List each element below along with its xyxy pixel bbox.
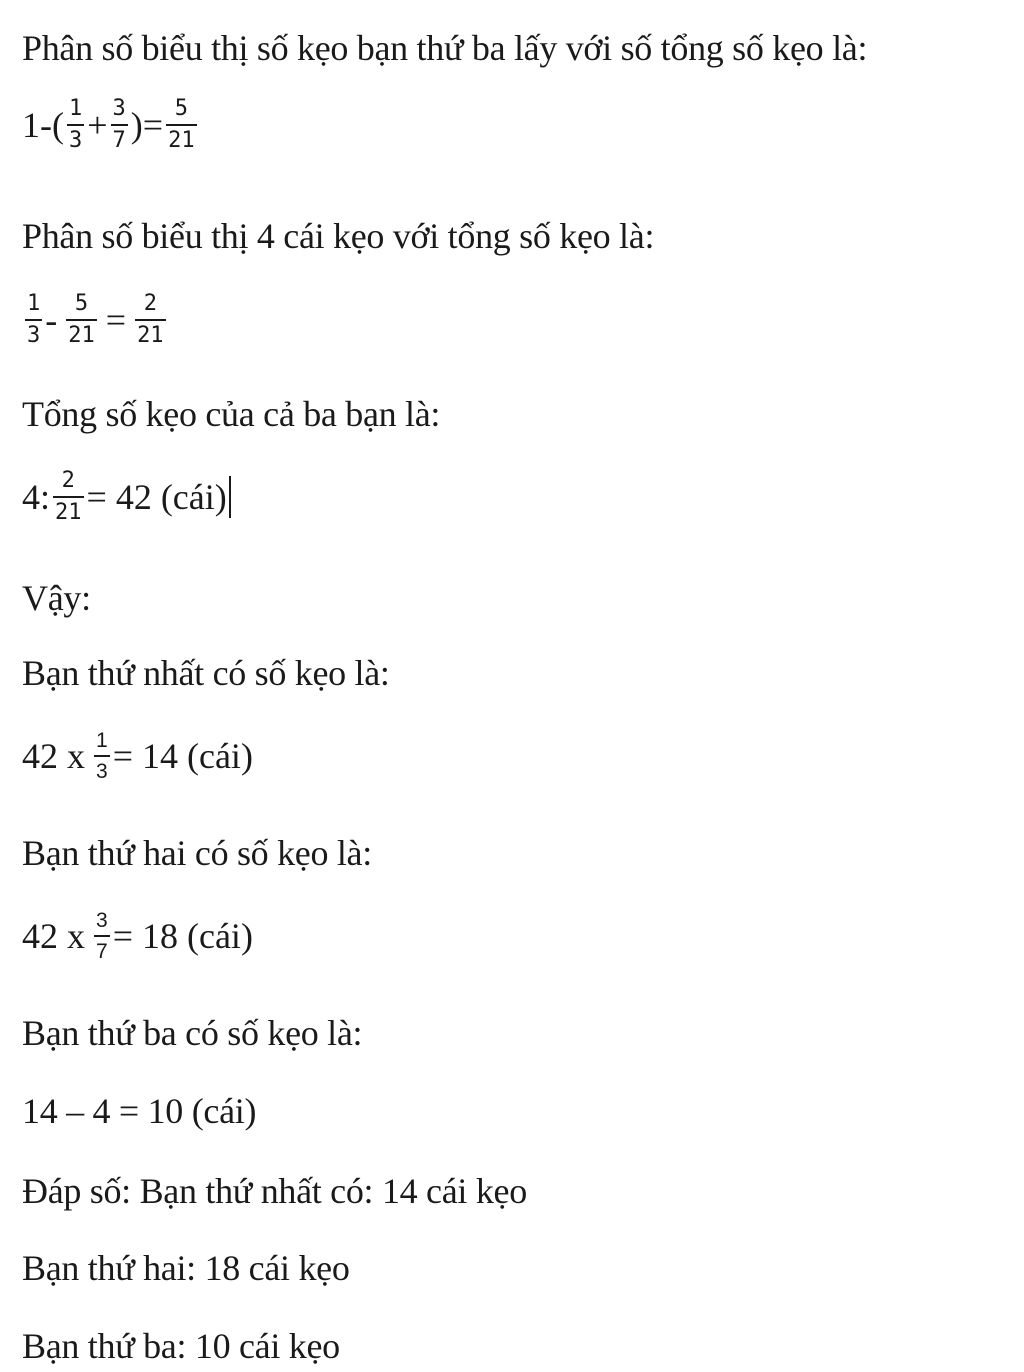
- eq1-result-numerator: 5: [174, 96, 188, 121]
- eq1-f2-denominator: 7: [112, 128, 126, 153]
- eq5-lead: 42 x: [22, 916, 85, 956]
- eq1-close: )=: [130, 105, 164, 145]
- eq2-f2-denominator: 21: [68, 323, 95, 348]
- text-line-conclusion: Vậy:: [22, 578, 91, 618]
- eq5-rest: = 18 (cái): [112, 916, 253, 956]
- eq4-denominator: 3: [96, 760, 108, 783]
- eq4-lead: 42 x: [22, 736, 85, 776]
- eq2-result-fraction: [135, 293, 166, 347]
- eq1-result-fraction: [166, 98, 197, 152]
- text-line-fraction-third-friend: Phân số biểu thị số kẹo bạn thứ ba lấy với số tổng số kẹo là:: [22, 28, 868, 68]
- eq2-result-numerator: 2: [143, 291, 157, 316]
- eq4-rest: = 14 (cái): [112, 736, 253, 776]
- eq3-fraction: [53, 470, 84, 524]
- eq2-fraction-2: [66, 293, 97, 347]
- eq3-rest: = 42 (cái): [86, 477, 227, 517]
- text-line-answer-third: Bạn thứ ba: 10 cái kẹo: [22, 1326, 340, 1366]
- eq1-fraction-2: [111, 98, 128, 152]
- equation-second-friend: [22, 910, 253, 962]
- eq4-numerator: 1: [96, 729, 108, 752]
- equation-third-friend: 14 – 4 = 10 (cái): [22, 1091, 257, 1131]
- text-line-answer-first: Đáp số: Bạn thứ nhất có: 14 cái kẹo: [22, 1171, 527, 1211]
- eq2-f1-numerator: 1: [27, 291, 41, 316]
- eq1-fraction-1: [67, 98, 84, 152]
- equation-third-friend-fraction: [22, 98, 200, 152]
- eq2-minus: -: [45, 300, 58, 340]
- text-line-third-friend-label: Bạn thứ ba có số kẹo là:: [22, 1013, 363, 1053]
- eq1-plus: +: [87, 105, 108, 145]
- eq5-fraction: [94, 910, 110, 962]
- text-line-second-friend-label: Bạn thứ hai có số kẹo là:: [22, 833, 372, 873]
- eq3-denominator: 21: [55, 500, 82, 525]
- eq5-numerator: 3: [96, 909, 108, 932]
- eq2-f1-denominator: 3: [27, 323, 41, 348]
- eq3-numerator: 2: [61, 468, 75, 493]
- eq1-result-denominator: 21: [168, 128, 195, 153]
- text-line-answer-second: Bạn thứ hai: 18 cái kẹo: [22, 1248, 350, 1288]
- eq1-lead: 1-(: [22, 105, 64, 145]
- eq4-fraction: [94, 730, 110, 782]
- text-cursor: [229, 476, 231, 518]
- eq5-denominator: 7: [96, 940, 108, 963]
- eq2-f2-numerator: 5: [74, 291, 89, 316]
- text-line-first-friend-label: Bạn thứ nhất có số kẹo là:: [22, 653, 390, 693]
- text-line-total-candies: Tổng số kẹo của cả ba bạn là:: [22, 394, 441, 434]
- eq2-result-denominator: 21: [137, 323, 164, 348]
- eq2-fraction-1: [25, 293, 42, 347]
- eq1-f1-denominator: 3: [68, 128, 83, 153]
- equation-total-candies: [22, 470, 231, 524]
- equation-first-friend: [22, 730, 253, 782]
- eq1-f2-numerator: 3: [112, 96, 126, 121]
- eq3-lead: 4:: [22, 477, 51, 517]
- eq1-f1-numerator: 1: [68, 96, 83, 121]
- eq2-equals: =: [105, 300, 127, 340]
- equation-four-candies-fraction: [22, 293, 169, 347]
- text-line-fraction-four-candies: Phân số biểu thị 4 cái kẹo với tổng số kẹo là:: [22, 216, 655, 256]
